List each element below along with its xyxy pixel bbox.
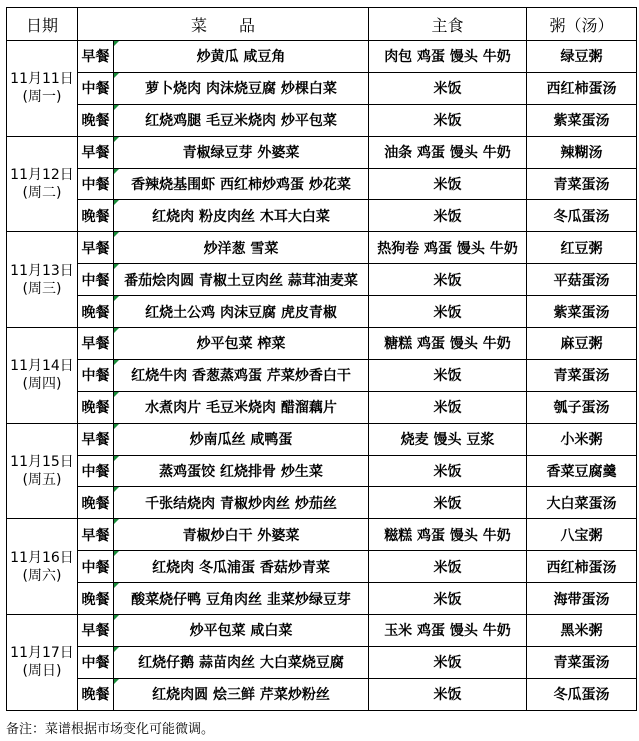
date-cell <box>7 232 78 328</box>
table-row <box>7 615 637 647</box>
dish-cell: 红烧肉圆 烩三鲜 芹菜炒粉丝 <box>114 678 369 710</box>
menu-body <box>7 41 637 711</box>
dish-cell: 水煮肉片 毛豆米烧肉 醋溜藕片 <box>114 391 369 423</box>
soup-cell: 黑米粥 <box>527 615 637 647</box>
table-row <box>7 41 637 73</box>
table-row <box>7 455 637 487</box>
soup-cell: 冬瓜蛋汤 <box>527 678 637 710</box>
dish-cell: 炒平包菜 咸白菜 <box>114 615 369 647</box>
weekday-label: (周六) <box>22 567 62 584</box>
table-row <box>7 583 637 615</box>
staple-cell: 米饭 <box>369 200 527 232</box>
staple-cell: 米饭 <box>369 168 527 200</box>
weekday-label: (周三) <box>22 280 62 297</box>
soup-cell: 紫菜蛋汤 <box>527 104 637 136</box>
meal-cell: 早餐 <box>78 328 114 360</box>
soup-cell: 瓠子蛋汤 <box>527 391 637 423</box>
soup-cell: 平菇蛋汤 <box>527 264 637 296</box>
meal-cell: 晚餐 <box>78 678 114 710</box>
meal-cell: 中餐 <box>78 455 114 487</box>
meal-cell: 中餐 <box>78 168 114 200</box>
staple-cell: 米饭 <box>369 264 527 296</box>
soup-cell: 青菜蛋汤 <box>527 646 637 678</box>
date-label: 11月15日 <box>10 454 74 471</box>
table-row <box>7 551 637 583</box>
meal-cell: 早餐 <box>78 136 114 168</box>
meal-cell: 晚餐 <box>78 104 114 136</box>
table-row <box>7 72 637 104</box>
weekday-label: (周一) <box>22 89 62 106</box>
staple-cell: 糖糕 鸡蛋 馒头 牛奶 <box>369 328 527 360</box>
date-label: 11月14日 <box>10 358 74 375</box>
meal-cell: 早餐 <box>78 423 114 455</box>
date-cell <box>7 41 78 137</box>
soup-cell: 紫菜蛋汤 <box>527 296 637 328</box>
meal-cell: 中餐 <box>78 264 114 296</box>
staple-cell: 米饭 <box>369 583 527 615</box>
dish-cell: 青椒绿豆芽 外婆菜 <box>114 136 369 168</box>
dish-cell: 炒南瓜丝 咸鸭蛋 <box>114 423 369 455</box>
meal-cell: 早餐 <box>78 615 114 647</box>
staple-cell: 米饭 <box>369 296 527 328</box>
table-row <box>7 328 637 360</box>
soup-cell: 西红柿蛋汤 <box>527 72 637 104</box>
date-cell <box>7 519 78 615</box>
dish-cell: 红烧肉 冬瓜浦蛋 香菇炒青菜 <box>114 551 369 583</box>
table-row <box>7 423 637 455</box>
soup-cell: 青菜蛋汤 <box>527 168 637 200</box>
staple-cell: 肉包 鸡蛋 馒头 牛奶 <box>369 41 527 73</box>
header-dish: 菜 品 <box>78 8 369 41</box>
staple-cell: 米饭 <box>369 359 527 391</box>
table-row <box>7 200 637 232</box>
weekly-menu-table <box>6 7 637 711</box>
date-label: 11月17日 <box>10 645 74 662</box>
table-row <box>7 359 637 391</box>
soup-cell: 红豆粥 <box>527 232 637 264</box>
dish-cell: 蒸鸡蛋饺 红烧排骨 炒生菜 <box>114 455 369 487</box>
weekday-label: (周二) <box>22 185 62 201</box>
dish-cell: 炒黄瓜 咸豆角 <box>114 41 369 73</box>
table-row <box>7 264 637 296</box>
meal-cell: 晚餐 <box>78 487 114 519</box>
table-row <box>7 678 637 710</box>
soup-cell: 麻豆粥 <box>527 328 637 360</box>
staple-cell: 玉米 鸡蛋 馒头 牛奶 <box>369 615 527 647</box>
date-cell <box>7 136 78 232</box>
staple-cell: 米饭 <box>369 551 527 583</box>
meal-cell: 中餐 <box>78 551 114 583</box>
meal-cell: 晚餐 <box>78 391 114 423</box>
staple-cell: 米饭 <box>369 646 527 678</box>
date-label: 11月12日 <box>10 167 74 183</box>
soup-cell: 海带蛋汤 <box>527 583 637 615</box>
table-row <box>7 168 637 200</box>
staple-cell: 热狗卷 鸡蛋 馒头 牛奶 <box>369 232 527 264</box>
soup-cell: 辣糊汤 <box>527 136 637 168</box>
meal-cell: 中餐 <box>78 646 114 678</box>
staple-cell: 米饭 <box>369 391 527 423</box>
dish-cell: 红烧土公鸡 肉沫豆腐 虎皮青椒 <box>114 296 369 328</box>
table-row <box>7 232 637 264</box>
staple-cell: 米饭 <box>369 678 527 710</box>
table-row <box>7 136 637 168</box>
meal-cell: 中餐 <box>78 72 114 104</box>
table-row <box>7 391 637 423</box>
date-label: 11月11日 <box>10 71 74 88</box>
soup-cell: 西红柿蛋汤 <box>527 551 637 583</box>
staple-cell: 米饭 <box>369 487 527 519</box>
dish-cell: 炒平包菜 榨菜 <box>114 328 369 360</box>
weekday-label: (周五) <box>22 472 62 489</box>
meal-cell: 中餐 <box>78 359 114 391</box>
meal-cell: 晚餐 <box>78 296 114 328</box>
dish-cell: 红烧仔鹅 蒜苗肉丝 大白菜烧豆腐 <box>114 646 369 678</box>
weekday-label: (周四) <box>22 376 62 393</box>
table-row <box>7 519 637 551</box>
dish-cell: 红烧肉 粉皮肉丝 木耳大白菜 <box>114 200 369 232</box>
meal-cell: 晚餐 <box>78 200 114 232</box>
meal-cell: 早餐 <box>78 232 114 264</box>
header-staple: 主食 <box>369 8 527 41</box>
dish-cell: 番茄烩肉圆 青椒土豆肉丝 蒜茸油麦菜 <box>114 264 369 296</box>
date-cell <box>7 328 78 424</box>
table-row <box>7 487 637 519</box>
footnote: 备注：菜谱根据市场变化可能微调。 <box>6 722 215 737</box>
date-cell <box>7 423 78 519</box>
soup-cell: 冬瓜蛋汤 <box>527 200 637 232</box>
staple-cell: 糍糕 鸡蛋 馒头 牛奶 <box>369 519 527 551</box>
soup-cell: 八宝粥 <box>527 519 637 551</box>
dish-cell: 炒洋葱 雪菜 <box>114 232 369 264</box>
staple-cell: 米饭 <box>369 455 527 487</box>
weekday-label: (周日) <box>22 663 62 680</box>
soup-cell: 小米粥 <box>527 423 637 455</box>
staple-cell: 烧麦 馒头 豆浆 <box>369 423 527 455</box>
staple-cell: 米饭 <box>369 72 527 104</box>
table-row <box>7 104 637 136</box>
soup-cell: 香菜豆腐羹 <box>527 455 637 487</box>
dish-cell: 千张结烧肉 青椒炒肉丝 炒茄丝 <box>114 487 369 519</box>
meal-cell: 早餐 <box>78 41 114 73</box>
header-date: 日期 <box>7 8 78 41</box>
date-cell <box>7 615 78 711</box>
staple-cell: 油条 鸡蛋 馒头 牛奶 <box>369 136 527 168</box>
header-row <box>7 8 637 41</box>
table-row <box>7 296 637 328</box>
dish-cell: 香辣烧基围虾 西红柿炒鸡蛋 炒花菜 <box>114 168 369 200</box>
dish-cell: 红烧牛肉 香葱蒸鸡蛋 芹菜炒香白干 <box>114 359 369 391</box>
dish-cell: 红烧鸡腿 毛豆米烧肉 炒平包菜 <box>114 104 369 136</box>
header-soup: 粥（汤） <box>527 8 637 41</box>
dish-cell: 酸菜烧仔鸭 豆角肉丝 韭菜炒绿豆芽 <box>114 583 369 615</box>
soup-cell: 绿豆粥 <box>527 41 637 73</box>
dish-cell: 青椒炒白干 外婆菜 <box>114 519 369 551</box>
dish-cell: 萝卜烧肉 肉沫烧豆腐 炒棵白菜 <box>114 72 369 104</box>
meal-cell: 晚餐 <box>78 583 114 615</box>
staple-cell: 米饭 <box>369 104 527 136</box>
soup-cell: 青菜蛋汤 <box>527 359 637 391</box>
soup-cell: 大白菜蛋汤 <box>527 487 637 519</box>
table-row <box>7 646 637 678</box>
meal-cell: 早餐 <box>78 519 114 551</box>
date-label: 11月13日 <box>10 262 74 279</box>
date-label: 11月16日 <box>10 549 74 566</box>
